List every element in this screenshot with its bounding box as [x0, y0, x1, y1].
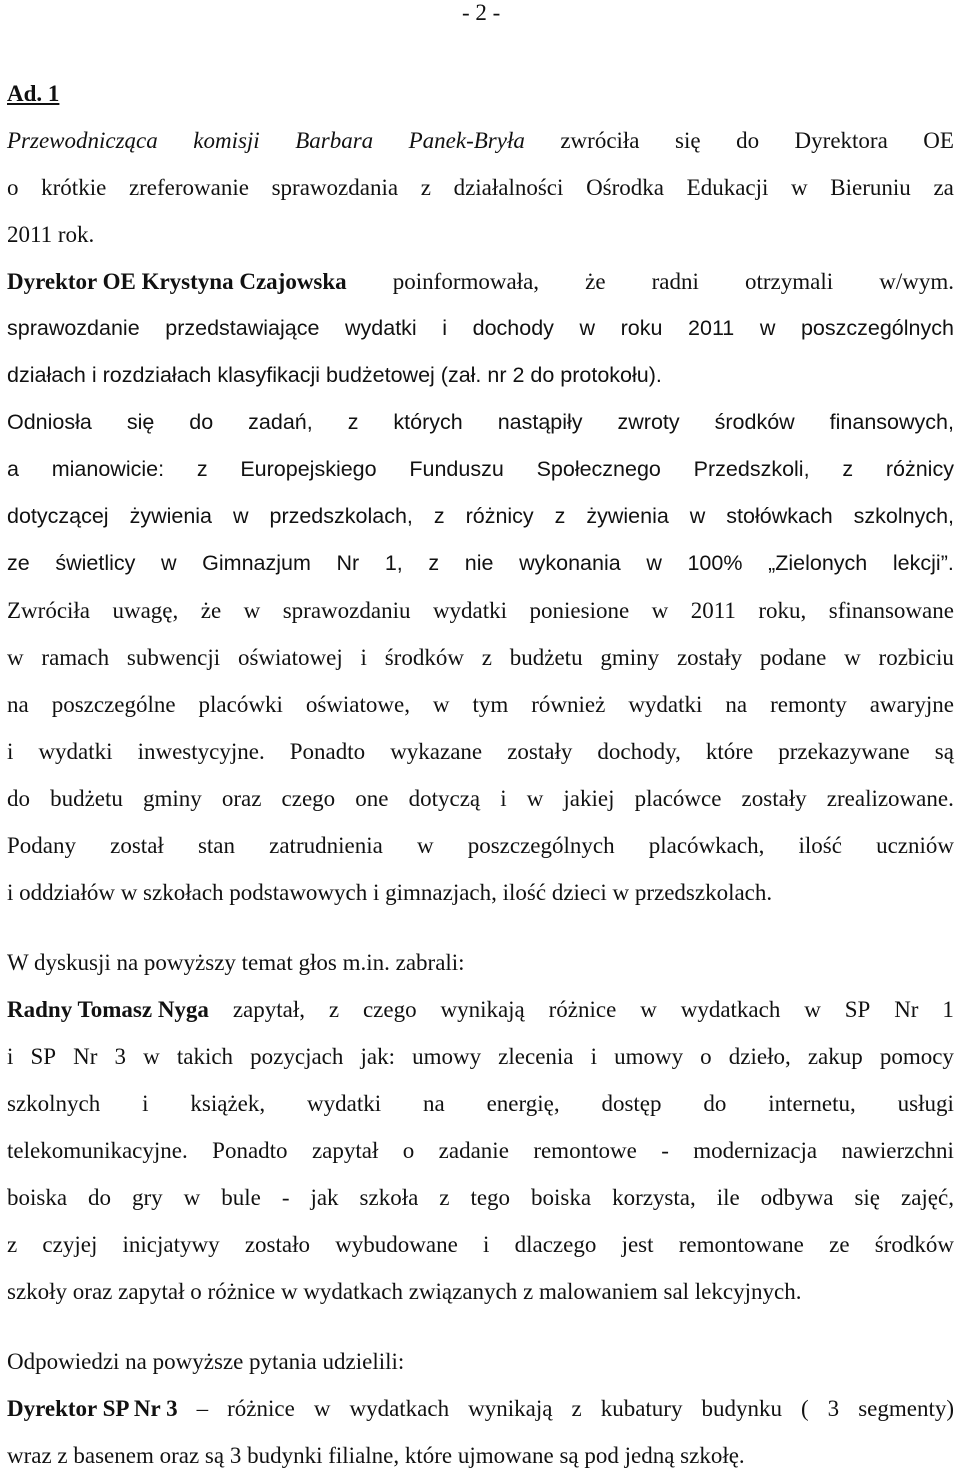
word: Zwróciła [7, 598, 91, 623]
word: w [143, 1044, 160, 1069]
word: zajęć, [901, 1185, 954, 1210]
text-line [7, 1432, 954, 1479]
word: jak [310, 1185, 339, 1210]
word: boiska [531, 1185, 592, 1210]
word: Dyrektora [794, 128, 888, 153]
word: został [110, 833, 164, 858]
word: czyjej [42, 1232, 98, 1257]
bold-name: Dyrektor SP Nr 3 [7, 1396, 178, 1421]
word: z [196, 457, 208, 481]
word: budżetu [50, 786, 123, 811]
word: czego [281, 786, 336, 811]
word: dostęp [601, 1091, 662, 1116]
paragraph-gap [7, 1315, 954, 1338]
word: 1, [384, 551, 403, 575]
word: w [183, 1185, 201, 1210]
word: środków [874, 1232, 954, 1257]
text-line [7, 986, 954, 1033]
word: ile [716, 1185, 740, 1210]
word: przekazywane [778, 739, 910, 764]
word: 100% [687, 551, 743, 575]
word: nawierzchni [841, 1138, 954, 1163]
word: na [422, 1091, 445, 1116]
word: one [355, 786, 389, 811]
word: wydatki [628, 692, 703, 717]
word: poszczególnych [467, 833, 615, 858]
text-line [7, 728, 954, 775]
word: roku [620, 316, 663, 340]
word: o [700, 1044, 712, 1069]
word: jakiej [563, 786, 615, 811]
word: Nr [336, 551, 360, 575]
word: 3 [114, 1044, 127, 1069]
word: pozycjach [250, 1044, 344, 1069]
word: oświatowe, [305, 692, 410, 717]
word: w [689, 504, 706, 528]
word: żywienia [129, 504, 213, 528]
text-line [7, 775, 954, 822]
word: i [7, 1044, 14, 1069]
word: ilość [798, 833, 842, 858]
word: ze [829, 1232, 850, 1257]
word: Europejskiego [240, 457, 377, 481]
word: placówce [634, 786, 722, 811]
text-line [7, 634, 954, 681]
word: są [934, 739, 954, 764]
italic-name: komisji [193, 128, 260, 153]
word: roku, [758, 598, 807, 623]
word: Edukacji [686, 175, 769, 200]
word: SP [844, 997, 871, 1022]
word: zreferowanie [128, 175, 249, 200]
word: z [328, 997, 340, 1022]
bold-name: Radny Tomasz Nyga [7, 997, 209, 1022]
word: modernizacja [693, 1138, 818, 1163]
word: sprawozdanie [7, 316, 140, 340]
word: krótkie [41, 175, 107, 200]
word: w [579, 316, 596, 340]
word: usługi [897, 1091, 954, 1116]
word: Odniosła [7, 410, 92, 434]
word: kubatury [600, 1396, 683, 1421]
text-line [7, 869, 954, 916]
word: że [585, 269, 606, 294]
word: i [360, 645, 367, 670]
word: w [416, 833, 434, 858]
word: internetu, [768, 1091, 856, 1116]
word: z [433, 504, 445, 528]
word: się [126, 410, 155, 434]
word: oraz [221, 786, 262, 811]
word: działach i rozdziałach klasyfikacji budżetowej (zał. nr 2 do protokołu). [7, 363, 662, 387]
word: Nr [894, 997, 919, 1022]
word: jak: [360, 1044, 395, 1069]
word: zakup [807, 1044, 863, 1069]
word: poszczególnych [800, 316, 954, 340]
text-line [7, 305, 954, 352]
word: o [7, 175, 19, 200]
word: nie [464, 551, 494, 575]
word: się [675, 128, 701, 153]
word: stan [197, 833, 235, 858]
word: tego [470, 1185, 511, 1210]
word: W dyskusji na powyższy temat głos m.in. zabrali: [7, 950, 465, 975]
document-body [7, 70, 954, 1479]
word: „Zielonych [768, 551, 868, 575]
word: remontowane [678, 1232, 804, 1257]
word: sprawozdania [271, 175, 399, 200]
word: do [88, 1185, 112, 1210]
word: lekcji”. [892, 551, 954, 575]
word: Odpowiedzi na powyższe pytania udzielili: [7, 1349, 405, 1374]
word: z [439, 1185, 450, 1210]
text-line [7, 352, 954, 399]
word: na [7, 692, 29, 717]
word: nastąpiły [497, 410, 583, 434]
word: i [442, 316, 448, 340]
word: i [7, 739, 14, 764]
text-line [7, 540, 954, 587]
text-line [7, 258, 954, 305]
word: pomocy [879, 1044, 954, 1069]
word: z [554, 504, 566, 528]
text-line [7, 822, 954, 869]
word: w [646, 551, 662, 575]
word: segmenty) [858, 1396, 954, 1421]
word: awaryjne [869, 692, 954, 717]
word: do [703, 1091, 727, 1116]
word: poszczególne [51, 692, 176, 717]
word: Ponadto [289, 739, 366, 764]
word: rozbiciu [878, 645, 954, 670]
word: takich [176, 1044, 234, 1069]
text-line [7, 1080, 954, 1127]
word: z [481, 645, 492, 670]
word: wydatkach [349, 1396, 450, 1421]
word: przedszkolach, [269, 504, 413, 528]
word: szkolnych [7, 1091, 101, 1116]
word: placówki [198, 692, 283, 717]
word: zwroty [617, 410, 680, 434]
word: które [705, 739, 754, 764]
word: wydatki [38, 739, 113, 764]
word: świetlicy [55, 551, 136, 575]
word: gry [132, 1185, 163, 1210]
word: Przedszkoli, [693, 457, 810, 481]
word: również [531, 692, 606, 717]
word: że [200, 598, 222, 623]
word: gminy [143, 786, 202, 811]
word: SP [30, 1044, 57, 1069]
word: - [661, 1138, 669, 1163]
word: Funduszu [409, 457, 504, 481]
word: budynku [701, 1396, 782, 1421]
word: 3 [827, 1396, 840, 1421]
word: o [402, 1138, 415, 1163]
word: inwestycyjne. [137, 739, 265, 764]
word: i [590, 1044, 597, 1069]
word: Społecznego [536, 457, 661, 481]
word: bule [221, 1185, 261, 1210]
word: książek, [190, 1091, 266, 1116]
italic-name: Przewodnicząca [7, 128, 158, 153]
paragraph-gap [7, 916, 954, 939]
word: dotyczą [408, 786, 481, 811]
word: remontowe [533, 1138, 637, 1163]
word: w [243, 598, 261, 623]
word: żywienia [586, 504, 669, 528]
text-line [7, 1385, 954, 1432]
word: dochody, [597, 739, 681, 764]
word: do [7, 786, 30, 811]
word: Ośrodka [586, 175, 664, 200]
text-line [7, 117, 954, 164]
word: z [347, 410, 359, 434]
word: boiska [7, 1185, 68, 1210]
word: do [189, 410, 214, 434]
word: z [428, 551, 440, 575]
text-line [7, 939, 954, 986]
word: Gimnazjum [202, 551, 311, 575]
word: radni [651, 269, 699, 294]
word: Ponadto [212, 1138, 288, 1163]
text-line [7, 1127, 954, 1174]
word: dotyczącej [7, 504, 109, 528]
text-line [7, 681, 954, 728]
word: w [7, 645, 24, 670]
word: dlaczego [514, 1232, 597, 1257]
word: jest [621, 1232, 654, 1257]
word: 2011 rok. [7, 222, 95, 247]
text-line [7, 1268, 954, 1315]
bold-name: Dyrektor OE Krystyna Czajowska [7, 269, 347, 294]
word: zlecenia [498, 1044, 574, 1069]
italic-name: Panek-Bryła [408, 128, 525, 153]
word: z [7, 1232, 18, 1257]
word: różnice [548, 997, 617, 1022]
word: i oddziałów w szkołach podstawowych i gimnazjach, ilość dzieci w przedszkolach. [7, 880, 773, 905]
word: ramach [41, 645, 110, 670]
word: wynikają [440, 997, 525, 1022]
word: różnice [227, 1396, 295, 1421]
word: tym [472, 692, 509, 717]
word: uczniów [876, 833, 954, 858]
word: z [842, 457, 854, 481]
text-line [7, 399, 954, 446]
text-line [7, 1338, 954, 1385]
word: w [313, 1396, 331, 1421]
word: ( [800, 1396, 809, 1421]
word: zostały [676, 645, 743, 670]
word: budżetu [509, 645, 583, 670]
text-line [7, 211, 954, 258]
word: Nr [73, 1044, 98, 1069]
paragraph-lines [7, 117, 954, 1479]
text-line [7, 1033, 954, 1080]
word: sprawozdaniu [282, 598, 411, 623]
word: zatrudnienia [269, 833, 383, 858]
word: gminy [600, 645, 660, 670]
text-line [7, 1174, 954, 1221]
word: wydatki [307, 1091, 382, 1116]
word: wykazane [390, 739, 483, 764]
text-line [7, 446, 954, 493]
text-line [7, 587, 954, 634]
word: przedstawiające [165, 316, 320, 340]
word: wykonania [519, 551, 621, 575]
word: oświatowej [237, 645, 343, 670]
word: szkoły oraz zapytał o różnice w wydatkach związanych z malowaniem sal lekcyjnych. [7, 1279, 802, 1304]
word: stołówkach [726, 504, 833, 528]
text-line [7, 493, 954, 540]
text-line [7, 164, 954, 211]
word: ze [7, 551, 30, 575]
word: zostały [507, 739, 573, 764]
word: finansowych, [829, 410, 954, 434]
word: mianowicie: [51, 457, 165, 481]
page-number: - 2 - [462, 0, 501, 25]
text-line [7, 1221, 954, 1268]
word: a [7, 457, 19, 481]
word: w [844, 645, 861, 670]
word: w [432, 692, 450, 717]
word: różnicy [465, 504, 534, 528]
word: w [161, 551, 177, 575]
word: subwencji [126, 645, 221, 670]
word: w [651, 598, 669, 623]
word: poinformowała, [392, 269, 540, 294]
word: zapytał, [232, 997, 305, 1022]
word: środków [384, 645, 464, 670]
word: zapytał [311, 1138, 379, 1163]
word: za [933, 175, 954, 200]
word: czego [362, 997, 417, 1022]
word: działalności [453, 175, 564, 200]
word: w [791, 175, 808, 200]
section-heading: Ad. 1 [7, 81, 60, 106]
word: wydatki [432, 598, 508, 623]
word: uwagę, [112, 598, 179, 623]
word: z [571, 1396, 582, 1421]
word: dzieło, [728, 1044, 791, 1069]
word: szkoła [359, 1185, 419, 1210]
word: odbywa [760, 1185, 834, 1210]
word: w [804, 997, 821, 1022]
word: 2011 [688, 316, 735, 340]
word: zadanie [438, 1138, 509, 1163]
word: zostało [244, 1232, 310, 1257]
word: w [640, 997, 657, 1022]
word: sfinansowane [828, 598, 954, 623]
word: z [420, 175, 431, 200]
italic-name: Barbara [295, 128, 374, 153]
word: dochody [472, 316, 554, 340]
word: umowy [412, 1044, 482, 1069]
word: OE [923, 128, 954, 153]
word: na [725, 692, 748, 717]
word: wraz z basenem oraz są 3 budynki filialne, które ujmowane są pod jedną szkołę. [7, 1443, 745, 1468]
word: podane [759, 645, 827, 670]
word: - [281, 1185, 290, 1210]
word: do [736, 128, 760, 153]
word: Podany [7, 833, 76, 858]
word: i [483, 1232, 490, 1257]
word: – [196, 1396, 209, 1421]
word: 1 [942, 997, 954, 1022]
word: wydatkach [680, 997, 781, 1022]
word: zrealizowane. [826, 786, 954, 811]
word: zostały [741, 786, 807, 811]
word: w [526, 786, 544, 811]
word: różnicy [885, 457, 954, 481]
word: zadań, [248, 410, 313, 434]
word: i [500, 786, 507, 811]
word: i [142, 1091, 149, 1116]
word: korzysta, [612, 1185, 696, 1210]
word: w [759, 316, 776, 340]
word: w [232, 504, 249, 528]
word: których [393, 410, 463, 434]
word: energię, [486, 1091, 560, 1116]
word: remonty [770, 692, 847, 717]
word: w/wym. [879, 269, 954, 294]
word: środków [714, 410, 795, 434]
word: inicjatywy [122, 1232, 220, 1257]
word: Bieruniu [830, 175, 911, 200]
word: placówkach, [648, 833, 765, 858]
word: otrzymali [745, 269, 834, 294]
word: szkolnych, [853, 504, 954, 528]
word: się [854, 1185, 881, 1210]
word: telekomunikacyjne. [7, 1138, 188, 1163]
word: wydatki [345, 316, 417, 340]
word: 2011 [690, 598, 736, 623]
word: umowy [614, 1044, 684, 1069]
word: wynikają [468, 1396, 553, 1421]
word: poniesione [529, 598, 630, 623]
word: zwróciła [560, 128, 640, 153]
word: wybudowane [335, 1232, 458, 1257]
